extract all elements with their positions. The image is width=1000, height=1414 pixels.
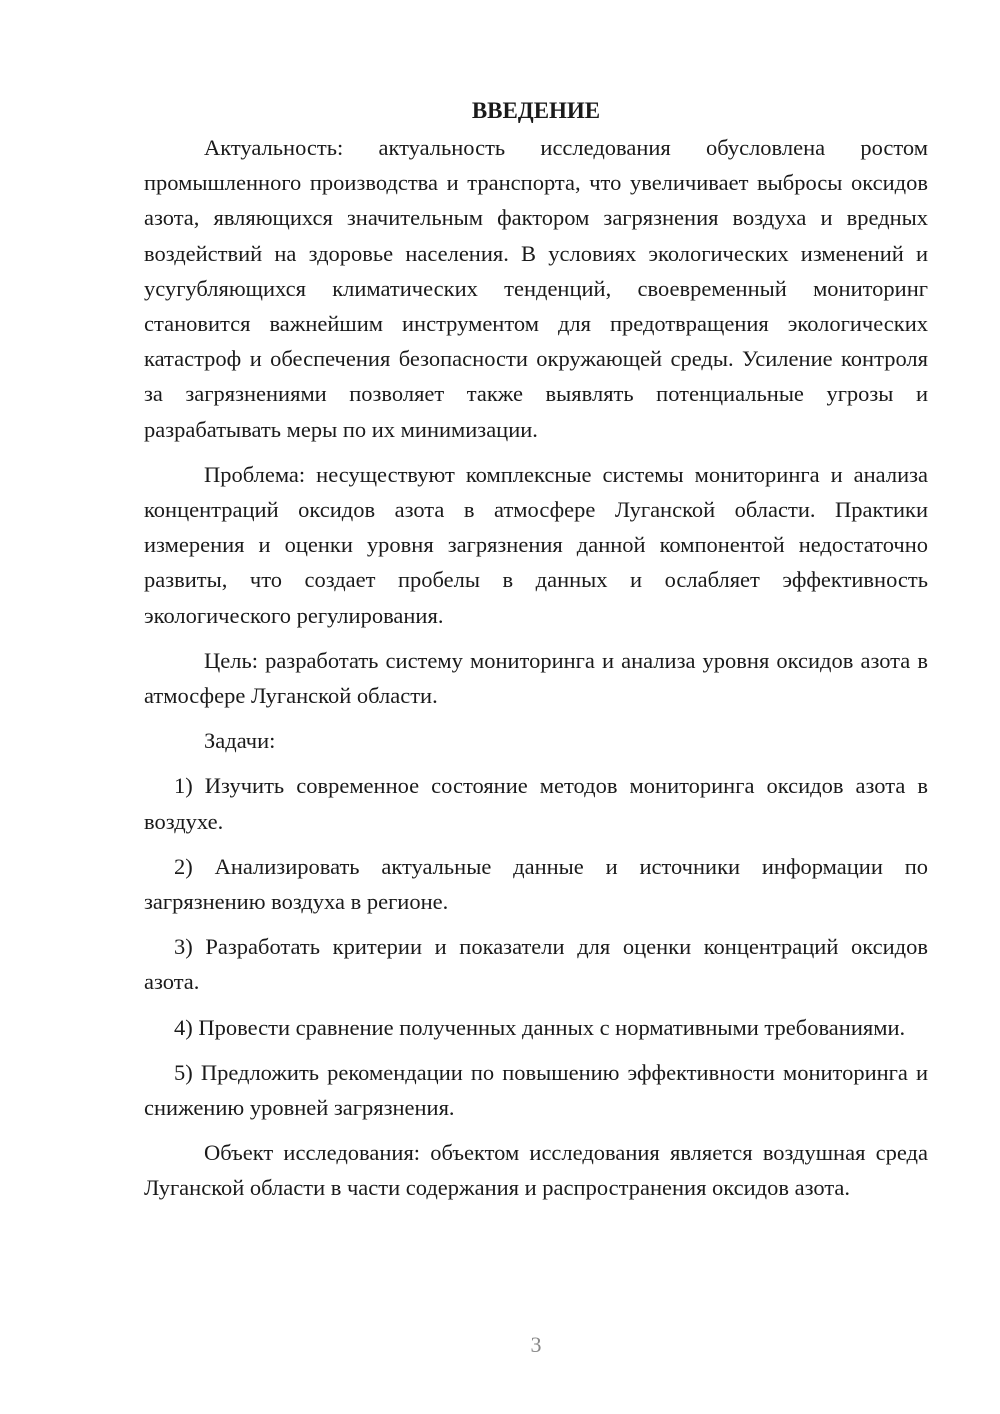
- task-item-2: 2) Анализировать актуальные данные и источники информации по загрязнению воздуха в регионе.: [144, 853, 928, 915]
- relevance-paragraph: Актуальность: актуальность исследования обусловлена ростом промышленного производства и транспорта, что увеличивает выбросы оксидов азота, являющихся значительным фактором загрязнения воздуха и вредных воздействий на здоровье населения. В условиях экологических изменений и усугубляющихся климатических тенденций, своевременный мониторинг становится важнейшим инструментом для предотвращения экологических катастроф и обеспечения безопасности окружающей среды. Усиление контроля за загрязнениями позволяет также выявлять потенциальные угрозы и разрабатывать меры по их минимизации.: [144, 135, 928, 442]
- task-item-1: 1) Изучить современное состояние методов мониторинга оксидов азота в воздухе.: [144, 773, 928, 834]
- object-paragraph: Объект исследования: объектом исследования является воздушная среда Луганской области в части содержания и распространения оксидов азота.: [144, 1140, 928, 1201]
- page-content: [144, 93, 928, 1216]
- task-item-3: 3) Разработать критерии и показатели для оценки концентраций оксидов азота.: [144, 934, 928, 995]
- task-item-5: 5) Предложить рекомендации по повышению эффективности мониторинга и снижению уровней загрязнения.: [144, 1059, 928, 1121]
- tasks-label: Задачи:: [204, 728, 276, 754]
- goal-paragraph: Цель: разработать систему мониторинга и анализа уровня оксидов азота в атмосфере Луганской области.: [144, 647, 928, 709]
- problem-paragraph: Проблема: несуществуют комплексные системы мониторинга и анализа концентраций оксидов азота в атмосфере Луганской области. Практики измерения и оценки уровня загрязнения данной компонентой недостаточно развиты, что создает пробелы в данных и ослабляет эффективность экологического регулирования.: [144, 461, 928, 628]
- task-item-4: 4) Провести сравнение полученных данных с нормативными требованиями.: [174, 1014, 906, 1040]
- page-number: 3: [530, 1332, 542, 1357]
- section-heading: ВВЕДЕНИЕ: [471, 98, 601, 123]
